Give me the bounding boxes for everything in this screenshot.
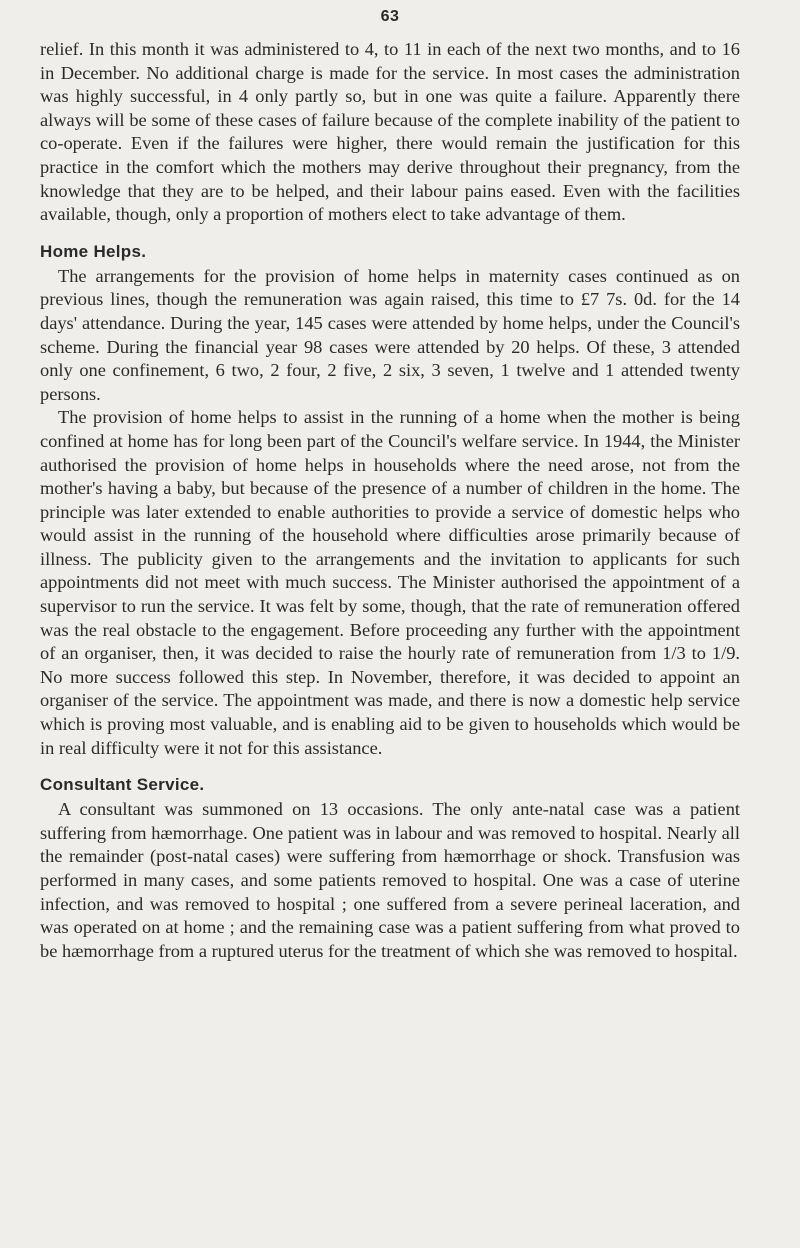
page-number: 63 <box>380 8 400 25</box>
home-helps-heading: Home Helps. <box>40 241 147 261</box>
intro-paragraph: relief. In this month it was administered to 4, to 11 in each of the next two months, and to 16 in December. No additional charge is made for the service. In most cases the administration was highly successful, in 4 only partly so, but in one was quite a failure. Apparently there always will be some of these cases of failure because of the complete inability of the patient to co-operate. Even if the failures were higher, there would remain the justification for this practice in the comfort which the mothers may derive throughout their pregnancy, from the knowledge that they are to be helped, and their labour pains eased. Even with the facilities available, though, only a proportion of mothers elect to take advantage of them. <box>40 39 740 225</box>
home-helps-paragraph-1: The arrangements for the provision of home helps in maternity cases continued as on previous lines, though the remuneration was again raised, this time to £7 7s. 0d. for the 14 days' attendance. During the year, 145 cases were attended by home helps, under the Council's scheme. During the financial year 98 cases were attended by 20 helps. Of these, 3 attended only one confinement, 6 two, 2 four, 2 five, 2 six, 3 seven, 1 twelve and 1 attended twenty persons. <box>40 265 740 404</box>
document-page <box>40 0 740 963</box>
consultant-service-paragraph: A consultant was summoned on 13 occasions. The only ante-natal case was a patient suffering from hæmorrhage. One patient was in labour and was removed to hospital. Nearly all the remainder (post-natal cases) were suffering from hæmorrhage or shock. Transfusion was performed in many cases, and some patients removed to hospital. One was a case of uterine infection, and was removed to hospital ; one suffered from a severe perineal laceration, and was operated on at home ; and the remaining case was a patient suffering from what proved to be hæmorrhage from a ruptured uterus for the treatment of which she was removed to hospital. <box>40 799 740 961</box>
home-helps-paragraph-2: The provision of home helps to assist in the running of a home when the mother is being confined at home has for long been part of the Council's welfare service. In 1944, the Minister authorised the provision of home helps in households where the need arose, not from the mother's having a baby, but because of the presence of a number of children in the home. The principle was later extended to enable authorities to provide a service of domestic helps who would assist in the running of the household where difficulties arose primarily because of illness. The publicity given to the arrangements and the invitation to applicants for such appointments did not meet with much success. The Minister authorised the appointment of a supervisor to run the service. It was felt by some, though, that the rate of remuneration offered was the real obstacle to the engagement. Before proceeding any further with the appointment of an organiser, then, it was decided to raise the hourly rate of remuneration from 1/3 to 1/9. No more success followed this step. In November, therefore, it was decided to appoint an organiser of the service. The appointment was made, and there is now a domestic help service which is proving most valuable, and is enabling aid to be given to households which would be in real difficulty were it not for this assistance. <box>40 407 740 758</box>
consultant-service-heading: Consultant Service. <box>40 775 205 795</box>
